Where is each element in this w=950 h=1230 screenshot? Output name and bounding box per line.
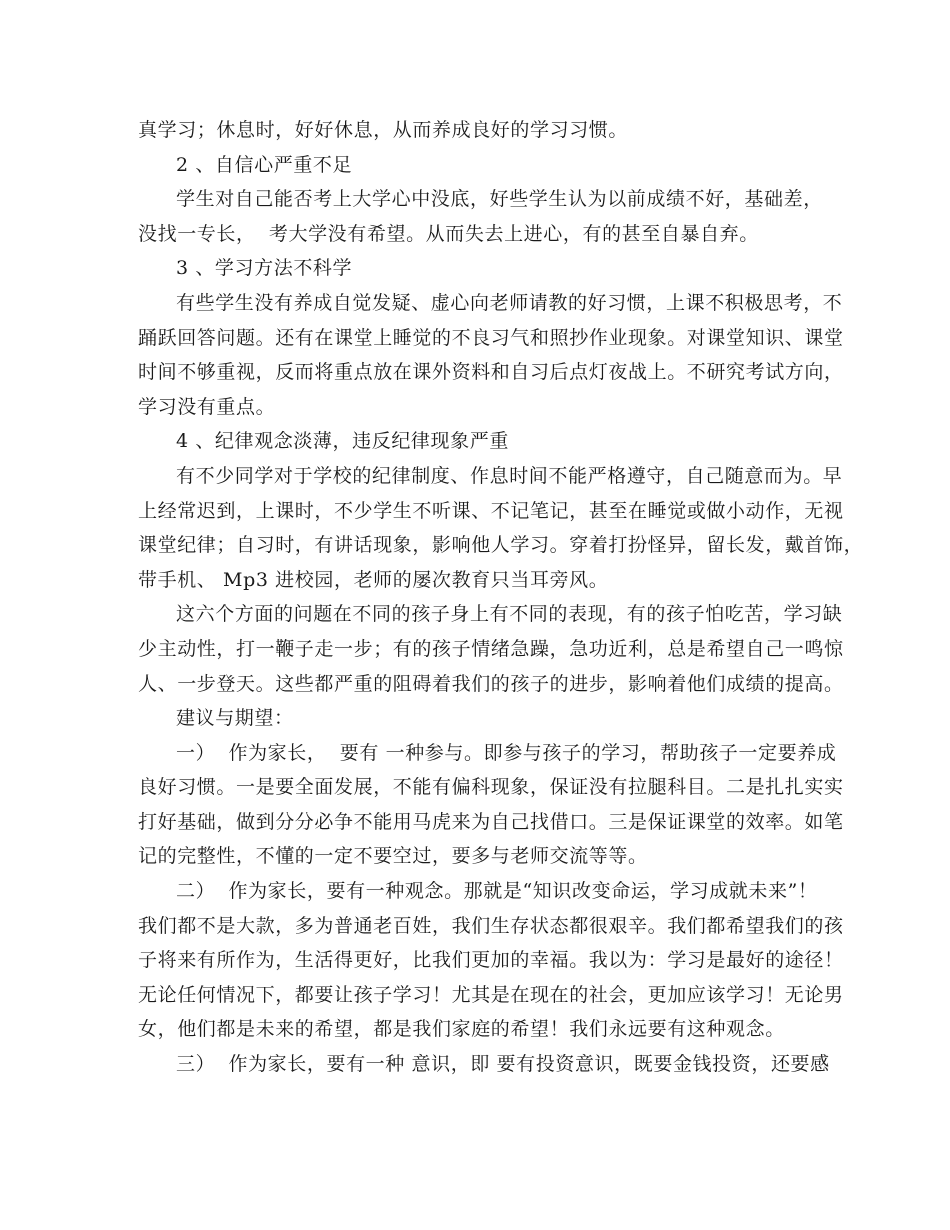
text-line: 带手机、 Mp3 进校园，老师的屡次教育只当耳旁风。 xyxy=(138,568,609,591)
document-body xyxy=(138,113,864,1082)
text-line: 没找一专长， 考大学没有希望。从而失去上进心，有的甚至自暴自弃。 xyxy=(138,222,759,245)
section-heading: 2 、自信心严重不足 xyxy=(176,153,353,176)
text-line: 这六个方面的问题在不同的孩子身上有不同的表现，有的孩子怕吃苦，学习缺 xyxy=(176,603,843,626)
text-line: 有些学生没有养成自觉发疑、虚心向老师请教的好习惯，上课不积极思考，不 xyxy=(176,291,843,314)
text-line: 学生对自己能否考上大学心中没底，好些学生认为以前成绩不好，基础差， xyxy=(176,188,823,211)
text-line: 三） 作为家长，要有一种 意识，即 要有投资意识，既要金钱投资，还要感 xyxy=(176,1053,830,1076)
section-heading: 建议与期望： xyxy=(176,707,294,730)
text-line: 无论任何情况下，都要让孩子学习！尤其是在现在的社会，更加应该学习！无论男 xyxy=(138,983,844,1006)
text-line: 课堂纪律；自习时，有讲话现象，影响他人学习。穿着打扮怪异，留长发，戴首饰， xyxy=(138,534,864,557)
section-heading: 4 、纪律观念淡薄，违反纪律现象严重 xyxy=(176,430,509,453)
text-line: 人、一步登天。这些都严重的阻碍着我们的孩子的进步，影响着他们成绩的提高。 xyxy=(138,672,844,695)
text-line: 时间不够重视，反而将重点放在课外资料和自习后点灯夜战上。不研究考试方向， xyxy=(138,361,844,384)
text-line: 女，他们都是未来的希望，都是我们家庭的希望！我们永远要有这种观念。 xyxy=(138,1018,785,1041)
text-line: 一） 作为家长， 要有 一种参与。即参与孩子的学习，帮助孩子一定要养成 xyxy=(176,741,837,764)
text-line: 少主动性，打一鞭子走一步；有的孩子情绪急躁，急功近利，总是希望自己一鸣惊 xyxy=(138,637,844,660)
text-line: 上经常迟到，上课时，不少学生不听课、不记笔记，甚至在睡觉或做小动作，无视 xyxy=(138,499,844,522)
section-heading: 3 、学习方法不科学 xyxy=(176,257,353,280)
text-line: 学习没有重点。 xyxy=(138,395,276,418)
text-line: 真学习；休息时，好好休息，从而养成良好的学习习惯。 xyxy=(138,119,629,141)
text-line: 踊跃回答问题。还有在课堂上睡觉的不良习气和照抄作业现象。对课堂知识、课堂 xyxy=(138,326,844,349)
text-line: 子将来有所作为，生活得更好，比我们更加的幸福。我以为：学习是最好的途径！ xyxy=(138,949,844,972)
text-line: 我们都不是大款，多为普通老百姓，我们生存状态都很艰辛。我们都希望我们的孩 xyxy=(138,914,844,937)
text-line: 记的完整性，不懂的一定不要空过，要多与老师交流等等。 xyxy=(138,845,648,868)
text-line: 二） 作为家长，要有一种观念。那就是“知识改变命运，学习成就未来”！ xyxy=(176,880,818,903)
text-line: 良好习惯。一是要全面发展，不能有偏科现象，保证没有拉腿科目。二是扎扎实实 xyxy=(138,776,844,799)
text-line: 打好基础，做到分分必争不能用马虎来为自己找借口。三是保证课堂的效率。如笔 xyxy=(138,810,844,833)
text-line: 有不少同学对于学校的纪律制度、作息时间不能严格遵守，自己随意而为。早 xyxy=(176,464,843,487)
